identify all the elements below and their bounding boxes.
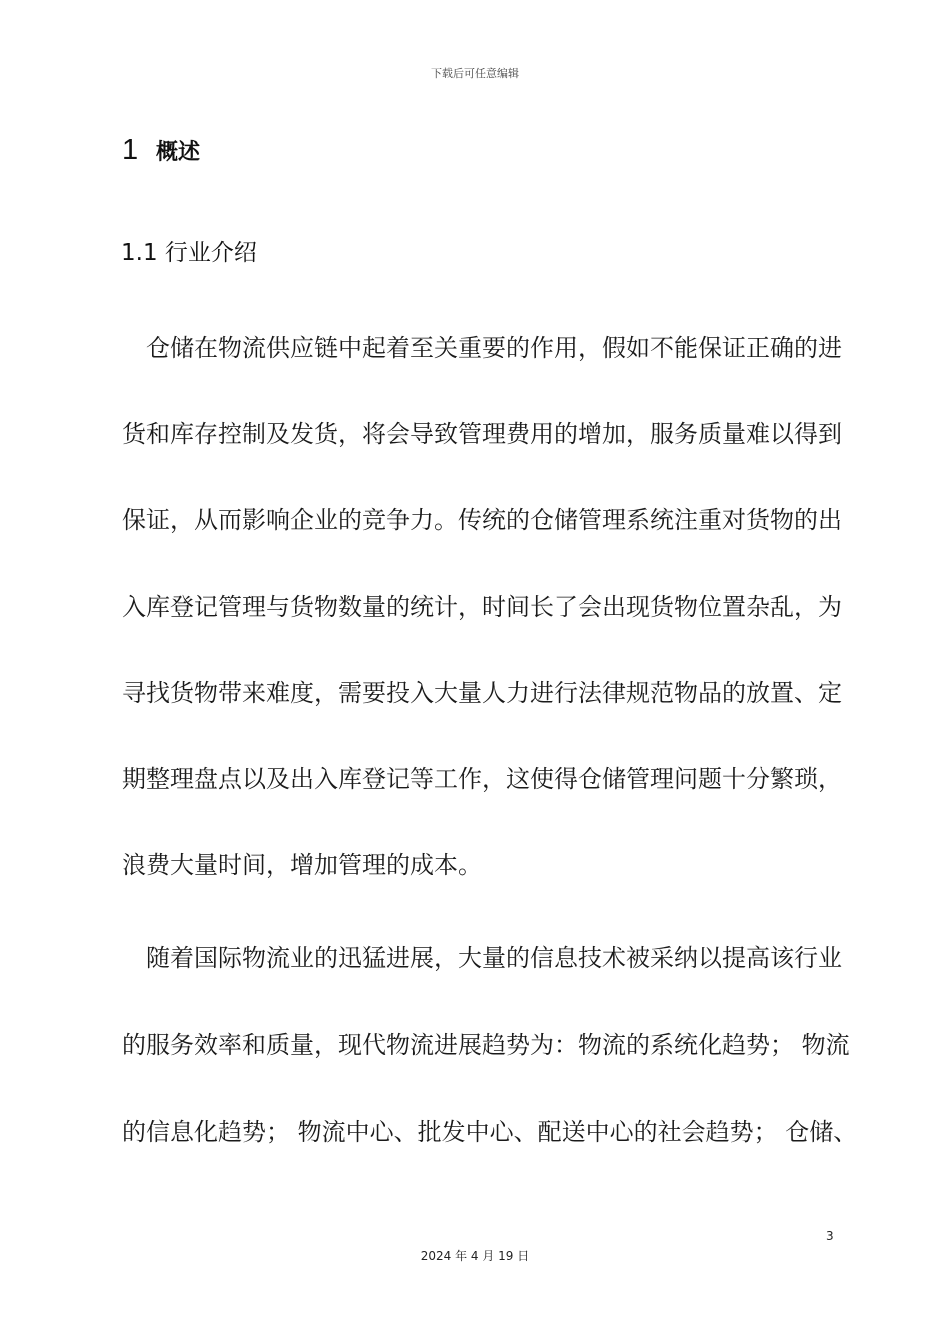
section-title: 概述	[156, 140, 201, 165]
text-line: 随着国际物流业的迅猛进展，大量的信息技术被采纳以提高该行业	[122, 944, 842, 972]
header-note: 下载后可任意编辑	[431, 67, 519, 80]
section-heading	[122, 132, 200, 172]
text-line: 寻找货物带来难度，需要投入大量人力进行法律规范物品的放置、定	[122, 679, 842, 707]
subsection-heading: 1.1 行业介绍	[121, 240, 257, 266]
text-line: 货和库存控制及发货，将会导致管理费用的增加，服务质量难以得到	[122, 420, 842, 448]
text-line: 的服务效率和质量，现代物流进展趋势为：物流的系统化趋势； 物流	[122, 1031, 850, 1059]
text-line: 入库登记管理与货物数量的统计，时间长了会出现货物位置杂乱，为	[122, 593, 842, 621]
footer-date: 2024 年 4 月 19 日	[420, 1249, 530, 1263]
text-line: 期整理盘点以及出入库登记等工作，这使得仓储管理问题十分繁琐，	[122, 765, 842, 793]
text-line: 浪费大量时间，增加管理的成本。	[122, 851, 482, 879]
text-line: 保证，从而影响企业的竞争力。传统的仓储管理系统注重对货物的出	[122, 506, 842, 534]
text-line: 的信息化趋势； 物流中心、批发中心、配送中心的社会趋势； 仓储、	[122, 1118, 858, 1146]
section-number: 1	[122, 134, 139, 166]
page-number: 3	[826, 1229, 834, 1243]
text-line: 仓储在物流供应链中起着至关重要的作用，假如不能保证正确的进	[122, 334, 842, 362]
